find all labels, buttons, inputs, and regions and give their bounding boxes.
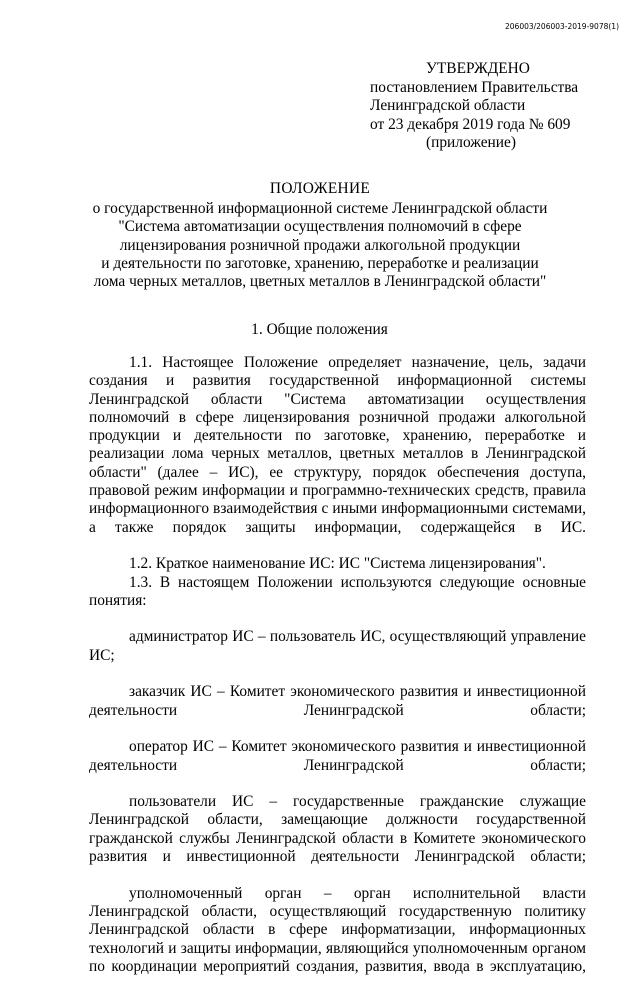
document-heading: ПОЛОЖЕНИЕ	[269, 180, 371, 197]
definition-administrator: администратор ИС – пользователь ИС, осуществляющий управление ИС;	[89, 628, 586, 664]
approval-line: Ленинградской области	[370, 97, 526, 114]
title-line: и деятельности по заготовке, хранению, переработке и реализации	[101, 254, 539, 272]
document-id: 206003/206003-2019-9078(1)	[505, 22, 619, 31]
approval-title: УТВЕРЖДЕНО	[426, 60, 530, 77]
definition-customer: заказчик ИС – Комитет экономического развития и инвестиционной деятельности Ленинградской области;	[89, 683, 586, 719]
title-line: лома черных металлов, цветных металлов в Ленинградской области"	[93, 273, 547, 291]
document-title-block	[60, 180, 580, 291]
approval-line: постановлением Правительства	[370, 78, 579, 96]
approval-line: от 23 декабря 2019 года № 609	[370, 115, 571, 133]
approval-attachment: (приложение)	[426, 134, 516, 151]
title-line: лицензирования розничной продажи алкогольной продукции	[119, 236, 521, 254]
document-body	[89, 354, 586, 994]
definition-operator: оператор ИС – Комитет экономического развития и инвестиционной деятельности Ленинградской области;	[89, 738, 586, 774]
paragraph-1-3: 1.3. В настоящем Положении используются следующие основные понятия:	[89, 573, 586, 609]
paragraph-1-1: 1.1. Настоящее Положение определяет назначение, цель, задачи создания и развития государственной информационной системы Ленинградской области "Система автоматизации осуществления полномочий в сфере лицензирования розничной продажи алкогольной продукции и деятельности по заготовке, хранению, переработке и реализации лома черных металлов, цветных металлов в Ленинградской области" (далее – ИС), ее структуру, порядок обеспечения доступа, правовой режим информации и программно-технических средств, правила информационного взаимодействия с иными информационными системами, а также порядок защиты информации, содержащейся в ИС.	[89, 354, 586, 536]
approval-stamp	[370, 60, 578, 153]
section-title: 1. Общие положения	[251, 321, 388, 338]
title-line: о государственной информационной системе Ленинградской области	[92, 200, 548, 218]
definition-authorized-body: уполномоченный орган – орган исполнительной власти Ленинградской области, осуществляющий государственную политику Ленинградской области в сфере информатизации, информационных технологий и защиты информации, являющийся уполномоченным органом по координации мероприятий создания, развития, ввода в эксплуатацию,	[89, 884, 586, 975]
title-line: "Система автоматизации осуществления полномочий в сфере	[118, 218, 522, 236]
definition-users: пользователи ИС – государственные гражданские служащие Ленинградской области, замещающие должности государственной гражданской службы Ленинградской области в Комитете экономического развития и инвестиционной деятельности Ленинградской области;	[89, 793, 586, 866]
paragraph-1-2: 1.2. Краткое наименование ИС: ИС "Система лицензирования".	[129, 555, 546, 573]
